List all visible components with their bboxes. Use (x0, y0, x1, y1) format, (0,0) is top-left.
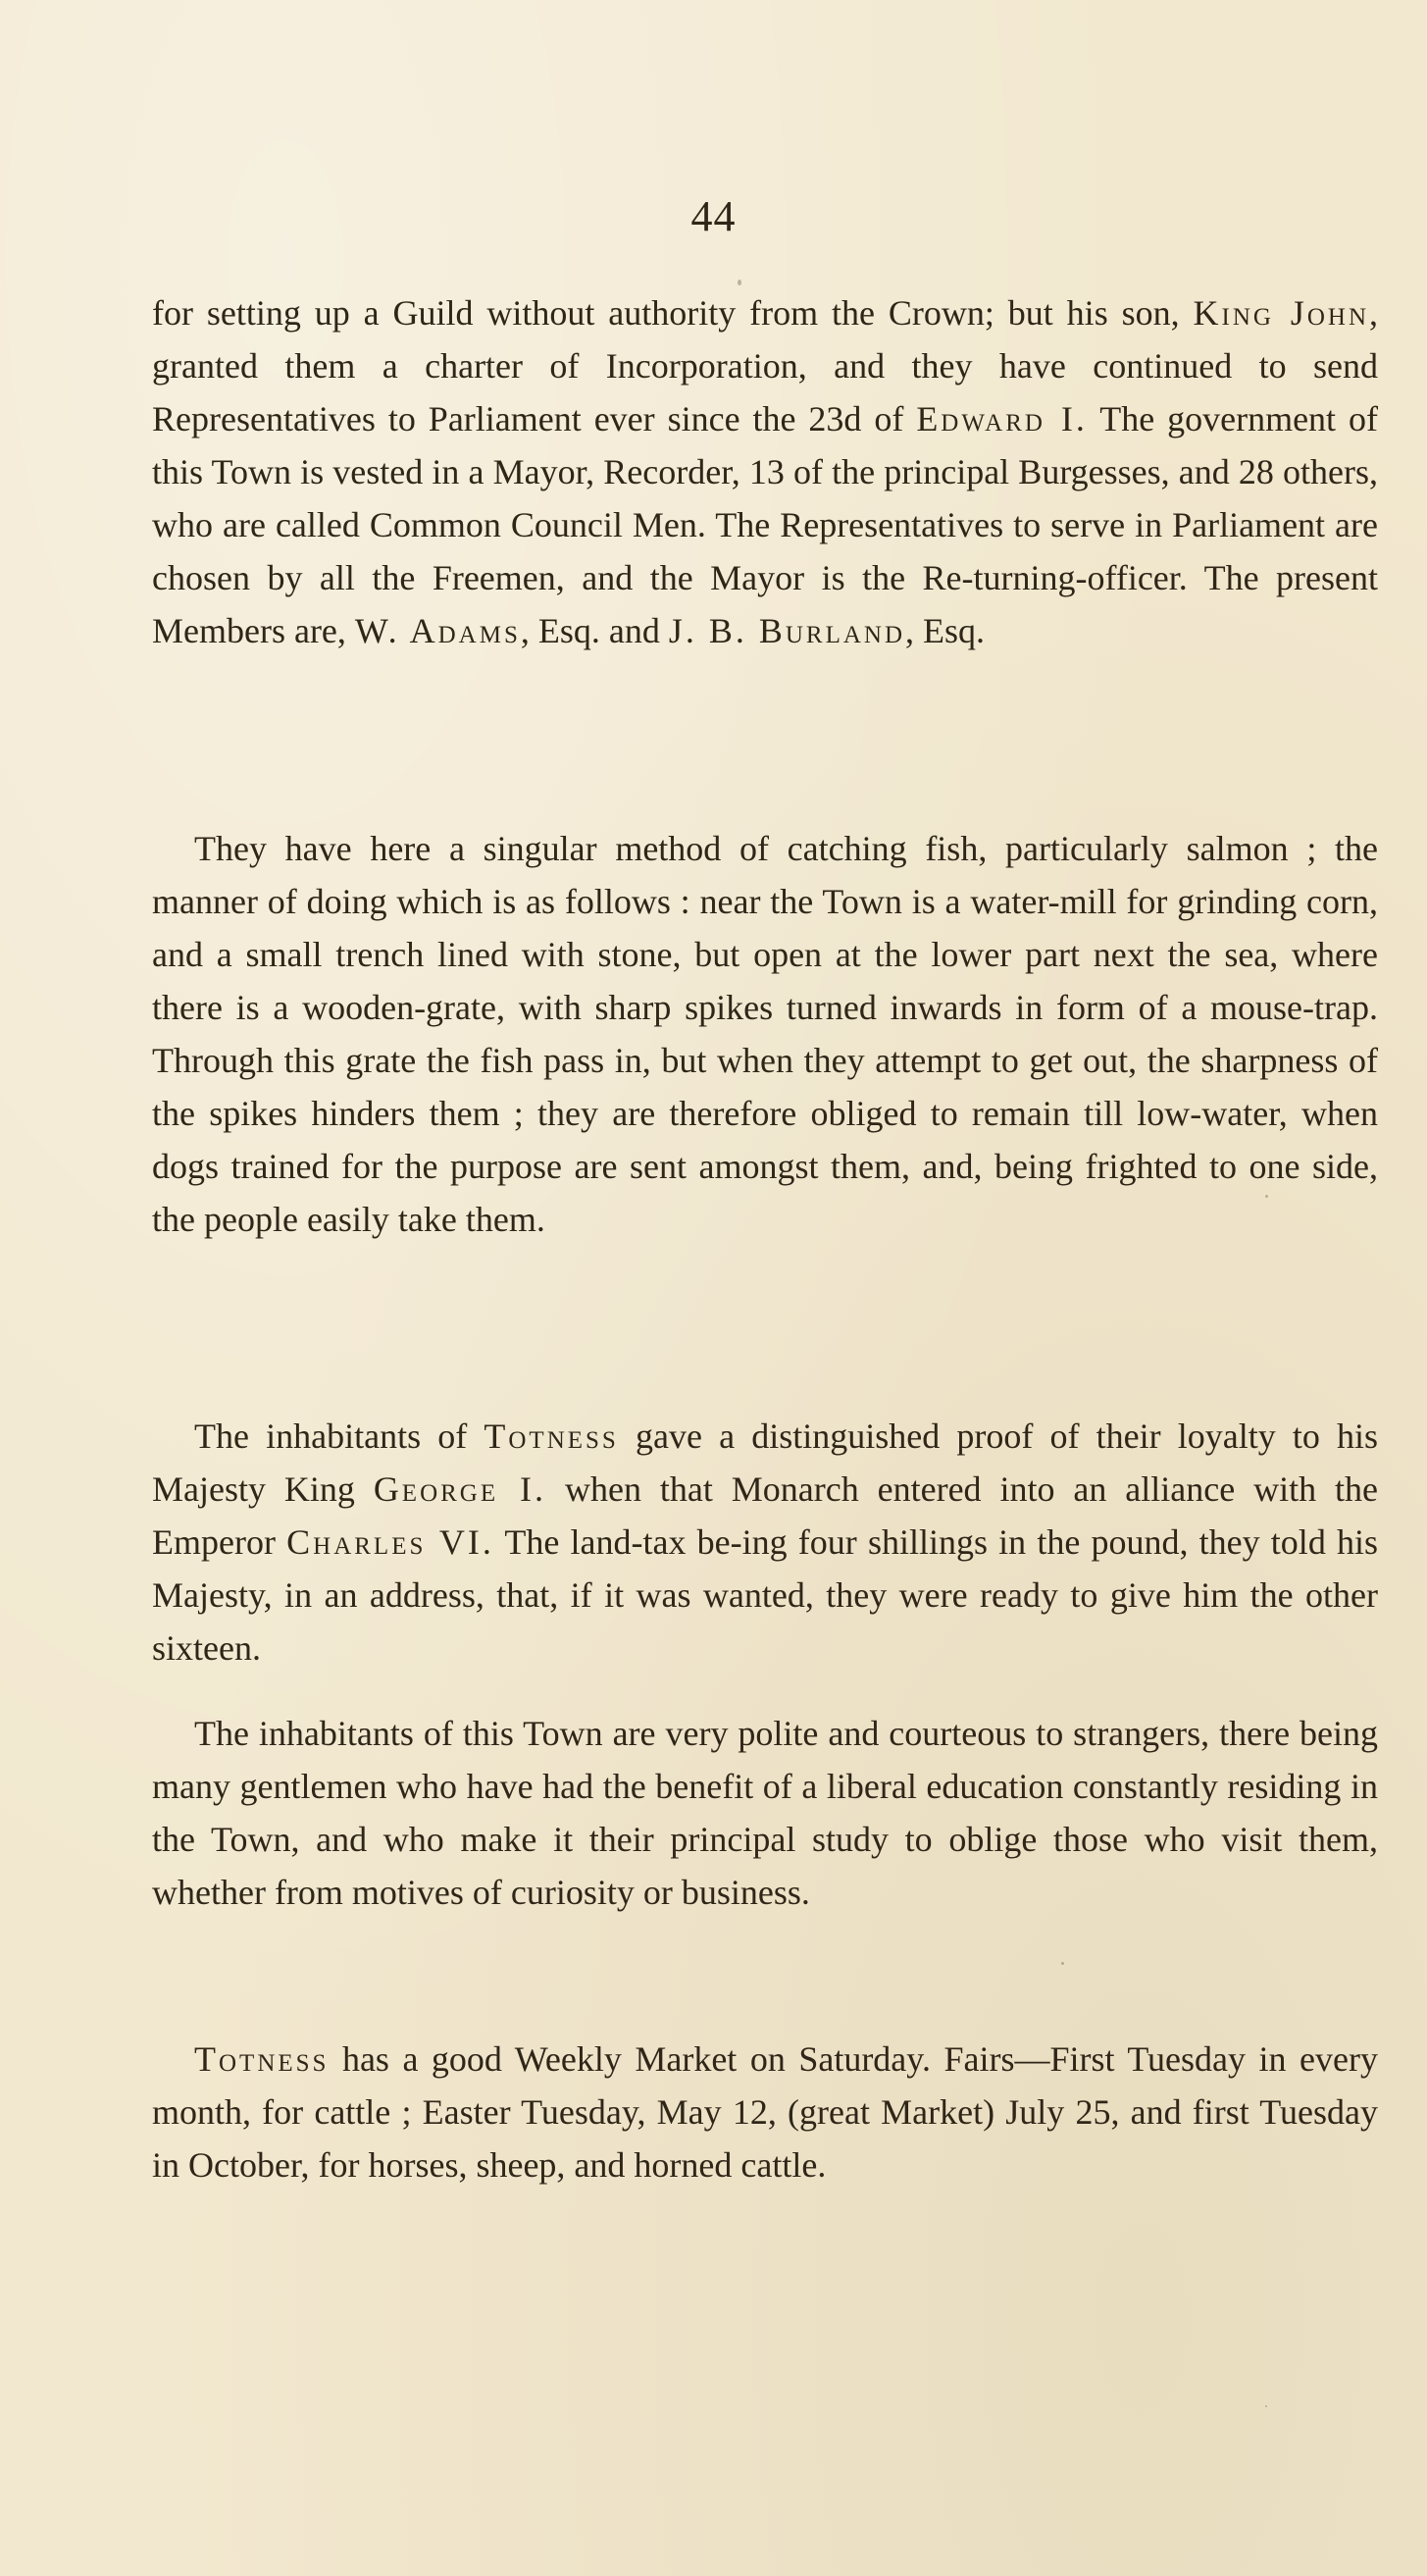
name-king-john: King John (1193, 293, 1369, 333)
paragraph-charter-text (152, 286, 1378, 657)
text-run: The land-tax be-ing four shillings in the pound, they told his Majesty, in an address, that, if it was wanted, they were ready to give him the other sixteen. (152, 1522, 1378, 1668)
name-w-adams: W. Adams (354, 611, 521, 650)
paragraph-loyalty-text (152, 1410, 1378, 1674)
text-run: gave a distinguished proof of their loyalty to his Majesty King (152, 1417, 1379, 1509)
paragraph-market-text (152, 2033, 1378, 2191)
paper-speck (1265, 1195, 1268, 1198)
paper-speck (1061, 1962, 1064, 1965)
name-george-i: George I. (373, 1469, 547, 1509)
text-run: The government of this Town is vested in a Mayor, Recorder, 13 of the principal Burgesses, and 28 others, who are called Common Council Men. The Representatives to serve in Parliament are chosen by all the Freemen, and the Mayor is the Re-turning-officer. The present Members are, (152, 399, 1378, 650)
paragraph-courtesy (152, 1707, 1378, 1919)
name-j-b-burland: J. B. Burland (668, 611, 906, 650)
text-run: for setting up a Guild without authority from the Crown; but his son, (152, 293, 1194, 333)
text-run: , granted them a charter of Incorporation, and they have continued to send Representatives to Parliament ever since the 23d of (152, 293, 1378, 438)
paper-speck (1265, 2405, 1267, 2407)
text-run: has a good Weekly Market on Saturday. Fairs—First Tuesday in every month, for cattle ; Easter Tuesday, May 12, (great Market) July 25, and first Tuesday in October, for horses, sheep, and horned cattle. (152, 2039, 1378, 2185)
text-run: when that Monarch entered into an alliance with the Emperor (152, 1469, 1378, 1562)
paragraph-fishing-text: They have here a singular method of catching fish, particularly salmon ; the manner of doing which is as follows : near the Town is a water-mill for grinding corn, and a small trench lined with stone, but open at the lower part next the sea, where there is a wooden-grate, with sharp spikes turned inwards in form of a mouse-trap. Through this grate the fish pass in, but when they attempt to get out, the sharpness of the spikes hinders them ; they are therefore obliged to remain till low-water, when dogs trained for the purpose are sent amongst them, and, being frighted to one side, the people easily take them. (152, 829, 1378, 1239)
name-totness: Totness (484, 1417, 619, 1456)
name-charles-vi: Charles VI. (286, 1522, 494, 1562)
paragraph-courtesy-text: The inhabitants of this Town are very polite and courteous to strangers, there being many gentlemen who have had the benefit of a liberal education constantly residing in the Town, and who make it their principal study to oblige those who visit them, whether from motives of curiosity or business. (152, 1714, 1378, 1912)
name-totness: Totness (194, 2039, 330, 2079)
name-edward-i: Edward I. (916, 399, 1088, 438)
paper-speck (738, 280, 741, 285)
paragraph-fishing (152, 822, 1378, 1246)
page-number: 44 (690, 192, 737, 240)
paragraph-loyalty (152, 1410, 1378, 1674)
text-run: The inhabitants of (194, 1417, 484, 1456)
text-run: , Esq. (905, 611, 986, 650)
paragraph-market (152, 2033, 1378, 2191)
paragraph-charter (152, 286, 1378, 657)
text-run: , Esq. and (520, 611, 669, 650)
